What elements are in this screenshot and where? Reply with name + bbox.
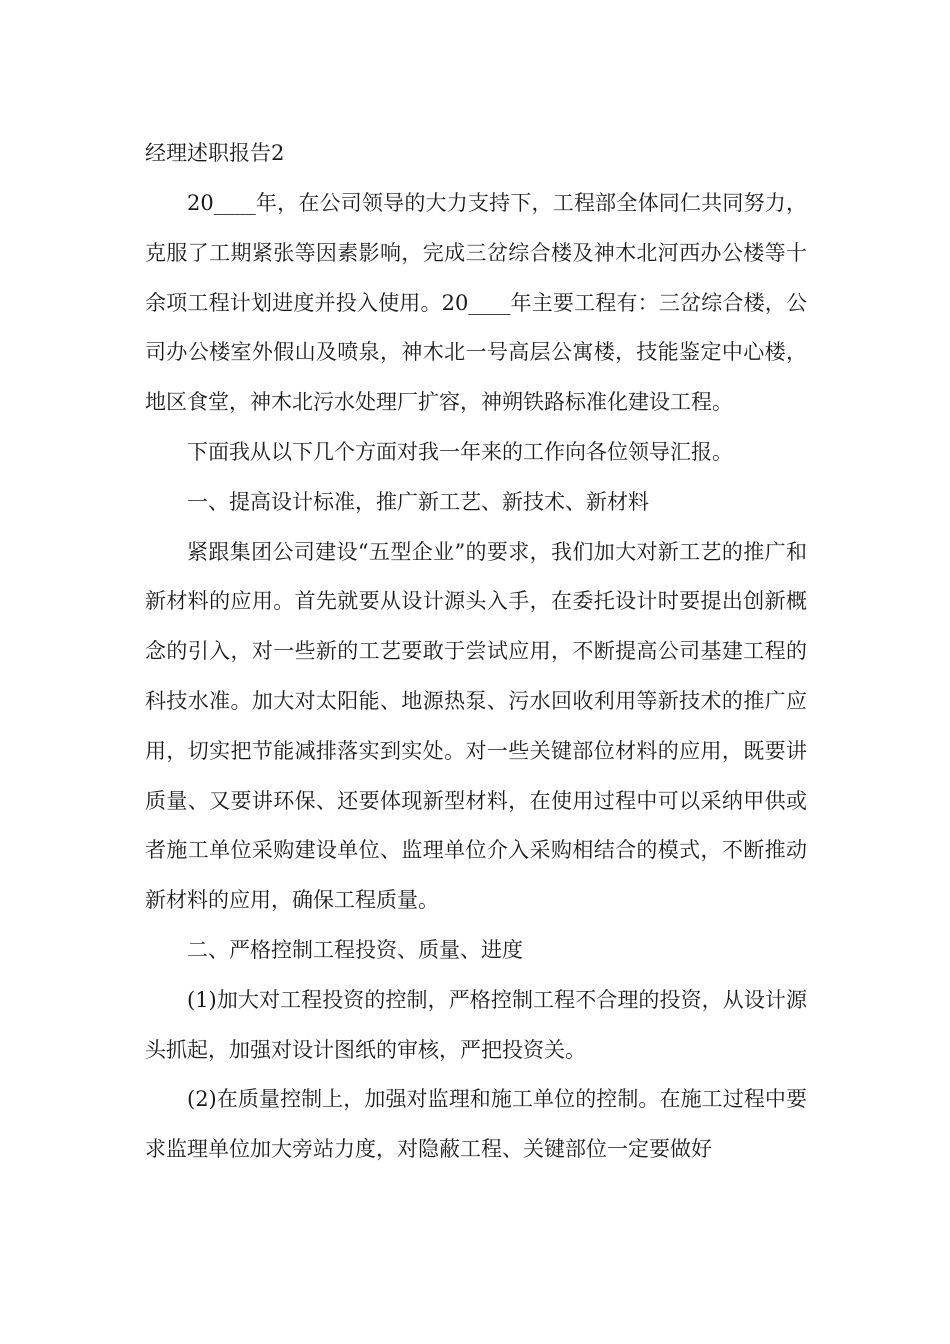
document-page xyxy=(145,128,807,1175)
section-heading-2: 二、严格控制工程投资、质量、进度 xyxy=(187,937,523,962)
paragraph-overview: 20____年，在公司领导的大力支持下，工程部全体同仁共同努力，克服了工期紧张等因素影响，完成三岔综合楼及神木北河西办公楼等十余项工程计划进度并投入使用。20____年主要工程有：三岔综合楼，公司办公楼室外假山及喷泉，神木北一号高层公寓楼，技能鉴定中心楼，地区食堂，神木北污水处理厂扩容，神朔铁路标准化建设工程。 xyxy=(145,191,807,415)
paragraph-item-2: (2)在质量控制上，加强对监理和施工单位的控制。在施工过程中要求监理单位加大旁站力度，对隐蔽工程、关键部位一定要做好 xyxy=(145,1087,807,1162)
paragraph-intro: 下面我从以下几个方面对我一年来的工作向各位领导汇报。 xyxy=(187,439,733,464)
paragraph-section-1: 紧跟集团公司建设“五型企业”的要求，我们加大对新工艺的推广和新材料的应用。首先就要从设计源头入手，在委托设计时要提出创新概念的引入，对一些新的工艺要敢于尝试应用，不断提高公司基建工程的科技水准。加大对太阳能、地源热泵、污水回收利用等新技术的推广应用，切实把节能减排落实到实处。对一些关键部位材料的应用，既要讲质量、又要讲环保、还要体现新型材料，在使用过程中可以采纳甲供或者施工单位采购建设单位、监理单位介入采购相结合的模式，不断推动新材料的应用，确保工程质量。 xyxy=(145,539,807,913)
section-heading-1: 一、提高设计标准，推广新工艺、新技术、新材料 xyxy=(187,489,649,514)
paragraph-item-1: (1)加大对工程投资的控制，严格控制工程不合理的投资，从设计源头抓起，加强对设计图纸的审核，严把投资关。 xyxy=(145,987,807,1062)
document-title: 经理述职报告2 xyxy=(145,141,285,165)
